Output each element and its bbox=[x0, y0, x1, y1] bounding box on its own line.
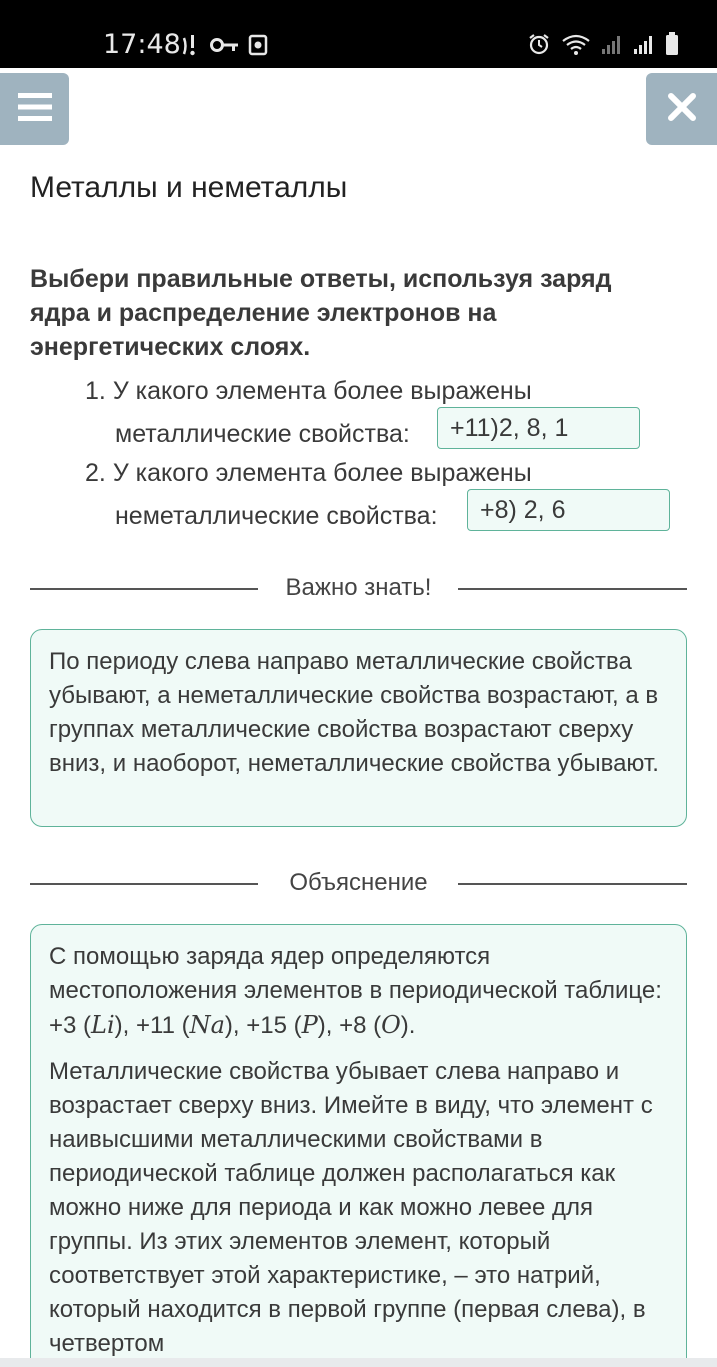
bottom-edge bbox=[0, 1358, 717, 1367]
question-number: 1. bbox=[85, 377, 106, 405]
explanation-box bbox=[30, 924, 687, 1367]
question-1-line-1 bbox=[85, 374, 532, 408]
key-icon bbox=[210, 35, 240, 60]
element-symbol: O bbox=[381, 1011, 401, 1039]
status-bar bbox=[0, 0, 717, 68]
screenshot-icon bbox=[248, 34, 268, 61]
important-divider bbox=[30, 573, 687, 603]
wifi-icon bbox=[561, 32, 591, 61]
status-left-icons bbox=[180, 32, 268, 63]
explanation-label: Объяснение bbox=[289, 869, 428, 896]
important-label: Важно знать! bbox=[285, 574, 432, 601]
explanation-text: ), +15 ( bbox=[224, 1012, 302, 1039]
element-symbol: Li bbox=[91, 1011, 115, 1039]
signal-icon bbox=[601, 33, 623, 60]
important-info-box bbox=[30, 629, 687, 827]
alarm-icon bbox=[527, 32, 551, 61]
explanation-text: ), +11 ( bbox=[114, 1012, 190, 1039]
explanation-divider bbox=[30, 868, 687, 898]
answer-dropdown-2[interactable]: +8) 2, 6 bbox=[467, 489, 670, 531]
explanation-paragraph-1 bbox=[49, 940, 668, 1043]
top-toolbar bbox=[0, 68, 717, 150]
question-text: У какого элемента более выражены bbox=[112, 377, 532, 405]
page-title: Металлы и неметаллы bbox=[30, 171, 348, 204]
explanation-text: ), +8 ( bbox=[317, 1012, 382, 1039]
explanation-paragraph-2: Металлические свойства убывает слева направо и возрастает сверху вниз. Имейте в виду, что элемент с наивысшими металлическими свойствами в периодической таблице должен располагаться как можно ниже для периода и как можно левее для группы. Из этих элементов элемент, который соответствует этой характеристике, – это натрий, который находится в первой группе (первая слева), в четвертом bbox=[49, 1058, 653, 1357]
question-1-line-2: металлические свойства: bbox=[115, 420, 410, 448]
task-heading: Выбери правильные ответы, используя заряд ядра и распределение электронов на энергетических слоях. bbox=[30, 265, 612, 361]
menu-button[interactable] bbox=[0, 73, 69, 145]
status-right-icons bbox=[527, 32, 679, 61]
hamburger-menu-icon bbox=[18, 93, 52, 126]
close-icon bbox=[668, 93, 696, 126]
important-text: По периоду слева направо металлические свойства убывают, а неметаллические свойства возрастают, а в группах металлические свойства возрастают сверху вниз, и наоборот, неметаллические свойства убывают. bbox=[49, 648, 659, 777]
question-text: У какого элемента более выражены bbox=[112, 459, 532, 487]
question-2-line-2: неметаллические свойства: bbox=[115, 502, 438, 530]
question-2-line-1 bbox=[85, 456, 532, 490]
answer-dropdown-1[interactable]: +11)2, 8, 1 bbox=[437, 407, 640, 449]
element-symbol: Na bbox=[189, 1011, 225, 1039]
notification-icon bbox=[180, 32, 202, 63]
element-symbol: P bbox=[301, 1011, 318, 1039]
status-time: 17:48 bbox=[103, 29, 181, 60]
explanation-text: ). bbox=[400, 1012, 416, 1039]
close-button[interactable] bbox=[646, 73, 717, 145]
explanation-text: С помощью заряда ядер определяются местоположения элементов в периодической таблице: +3 ( bbox=[49, 943, 662, 1039]
signal-icon bbox=[633, 33, 655, 60]
question-number: 2. bbox=[85, 459, 106, 487]
battery-icon bbox=[665, 32, 679, 61]
